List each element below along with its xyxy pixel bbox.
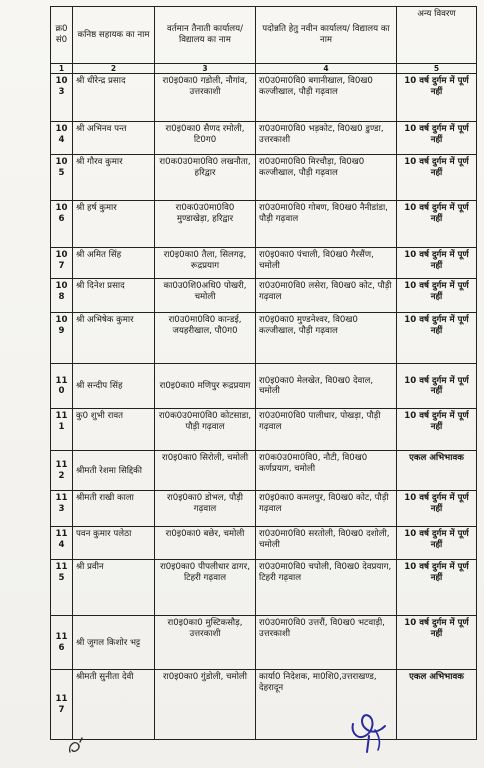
current-posting-cell: रा0उ0मा0वि0 कान्डई, जयहरीखाल, पौ0ग0 xyxy=(155,313,256,364)
table-row xyxy=(51,74,477,122)
remark-cell: 10 वर्ष दुर्गम में पूर्ण नहीं xyxy=(397,74,477,122)
name-cell: श्रीमती राखी काला xyxy=(73,491,155,527)
serial-cell: 107 xyxy=(51,248,73,279)
serial-cell: 104 xyxy=(51,122,73,155)
table-row xyxy=(51,409,477,451)
current-posting-cell: रा0इ0का0 मणिपुर रूद्रप्रयाग xyxy=(155,364,256,409)
current-posting-cell: रा0इ0का0 गुंडोली, चमोली xyxy=(155,670,256,740)
table-row xyxy=(51,248,477,279)
serial-cell: 117 xyxy=(51,670,73,740)
header-serial: क्र0 सं0 xyxy=(51,7,73,64)
name-cell: श्री प्रवीन xyxy=(73,560,155,616)
name-cell: श्री गौरव कुमार xyxy=(73,155,155,201)
table-header xyxy=(51,7,477,74)
new-posting-cell: रा0उ0मा0वि0 पालीधार, पोखड़ा, पौड़ी गढ़वाल xyxy=(256,409,397,451)
remark-cell: 10 वर्ष दुर्गम में पूर्ण नहीं xyxy=(397,248,477,279)
new-posting-cell: रा0उ0मा0वि0 लसेरा, वि0ख0 कोट, पौड़ी गढ़वाल xyxy=(256,279,397,313)
table-row xyxy=(51,122,477,155)
current-posting-cell: रा0क0उ0मा0वि0 कोटसाडा, पौड़ी गढ़वाल xyxy=(155,409,256,451)
name-cell: श्री हर्ष कुमार xyxy=(73,201,155,248)
table-row xyxy=(51,364,477,409)
remark-cell: 10 वर्ष दुर्गम में पूर्ण नहीं xyxy=(397,527,477,560)
table-row xyxy=(51,560,477,616)
new-posting-cell: रा0क0उ0मा0वि0, नौटी, वि0ख0 कर्णप्रयाग, चमोली xyxy=(256,451,397,491)
header-current-posting: वर्तमान तैनाती कार्यालय/ विद्यालय का नाम xyxy=(155,7,256,64)
name-cell: श्रीमती सुनीता देवी xyxy=(73,670,155,740)
current-posting-cell: रा0इ0का0 बछेर, चमोली xyxy=(155,527,256,560)
column-number: 1 xyxy=(51,64,73,74)
current-posting-cell: रा0इ0का0 गडोली, नौगांव, उत्तरकाशी xyxy=(155,74,256,122)
column-number: 5 xyxy=(397,64,477,74)
new-posting-cell: रा0उ0मा0वि0 बगानीखाल, वि0ख0 कल्जीखाल, पौड़ी गढ़वाल xyxy=(256,74,397,122)
name-cell: श्री जुगल किशोर भट्ट xyxy=(73,616,155,670)
name-cell: श्री धीरेन्द्र प्रसाद xyxy=(73,74,155,122)
header-remarks: अन्य विवरण xyxy=(397,7,477,64)
serial-cell: 110 xyxy=(51,364,73,409)
remark-cell: 10 वर्ष दुर्गम में पूर्ण नहीं xyxy=(397,560,477,616)
current-posting-cell: का0उ0शि0अधि0 पोखरी, चमोली xyxy=(155,279,256,313)
column-number: 4 xyxy=(256,64,397,74)
table-row xyxy=(51,155,477,201)
new-posting-cell: कार्या0 निदेशक, मा0शि0,उत्तराखण्ड, देहरादून xyxy=(256,670,397,740)
remark-cell: 10 वर्ष दुर्गम में पूर्ण नहीं xyxy=(397,616,477,670)
serial-cell: 115 xyxy=(51,560,73,616)
current-posting-cell: रा0इ0का0 पीपलीधार ढागर, टिहरी गढ़वाल xyxy=(155,560,256,616)
name-cell: श्री अमित सिंह xyxy=(73,248,155,279)
remark-cell: 10 वर्ष दुर्गम में पूर्ण नहीं xyxy=(397,122,477,155)
new-posting-cell: रा0इ0का0 मेलखेत, वि0ख0 देवाल, चमोली xyxy=(256,364,397,409)
new-posting-cell: रा0उ0मा0वि0 चपोली, वि0ख0 देवप्रयाग, टिहरी गढ़वाल xyxy=(256,560,397,616)
new-posting-cell: रा0उ0मा0वि0 सरतोली, वि0ख0 दशोली, चमोली xyxy=(256,527,397,560)
serial-cell: 109 xyxy=(51,313,73,364)
name-cell: श्री अभिनव पन्त xyxy=(73,122,155,155)
remark-cell: 10 वर्ष दुर्गम में पूर्ण नहीं xyxy=(397,279,477,313)
current-posting-cell: रा0इ0का0 मुस्टिकसौड़, उत्तरकाशी xyxy=(155,616,256,670)
remark-cell: एकल अभिभावक xyxy=(397,670,477,740)
table-body xyxy=(51,74,477,740)
current-posting-cell: रा0इ0का0 डोभल, पौड़ी गढ़वाल xyxy=(155,491,256,527)
table-row xyxy=(51,491,477,527)
table-row xyxy=(51,527,477,560)
current-posting-cell: रा0क0उ0मा0वि0 लखनौता, हरिद्वार xyxy=(155,155,256,201)
remark-cell: 10 वर्ष दुर्गम में पूर्ण नहीं xyxy=(397,364,477,409)
remark-cell: 10 वर्ष दुर्गम में पूर्ण नहीं xyxy=(397,155,477,201)
new-posting-cell: रा0उ0मा0वि0 गोबण, वि0ख0 नैनीडांडा, पौड़ी गढ़वाल xyxy=(256,201,397,248)
current-posting-cell: रा0इ0का0 सिरोली, चमोली xyxy=(155,451,256,491)
new-posting-cell: रा0इ0का0 पंचाली, वि0ख0 गैरसैंण, चमोली xyxy=(256,248,397,279)
table-row xyxy=(51,279,477,313)
serial-cell: 112 xyxy=(51,451,73,491)
promotion-table xyxy=(50,6,477,740)
serial-cell: 103 xyxy=(51,74,73,122)
name-cell: कु0 शुभी रावत xyxy=(73,409,155,451)
column-number: 3 xyxy=(155,64,256,74)
current-posting-cell: रा0इ0का0 तैला, सिलगढ़, रूद्रप्रयाग xyxy=(155,248,256,279)
serial-cell: 108 xyxy=(51,279,73,313)
header-name: कनिष्ठ सहायक का नाम xyxy=(73,7,155,64)
name-cell: श्री सन्दीप सिंह xyxy=(73,364,155,409)
name-cell: श्रीमती रेशमा सिद्दिकी xyxy=(73,451,155,491)
name-cell: श्री अभिषेक कुमार xyxy=(73,313,155,364)
new-posting-cell: रा0इ0का0 कमलपुर, वि0ख0 कोट, पौड़ी गढ़वाल xyxy=(256,491,397,527)
remark-cell: 10 वर्ष दुर्गम में पूर्ण नहीं xyxy=(397,409,477,451)
current-posting-cell: रा0इ0का0 सैणद रमोली, टि0ग0 xyxy=(155,122,256,155)
serial-cell: 106 xyxy=(51,201,73,248)
serial-cell: 105 xyxy=(51,155,73,201)
table-row xyxy=(51,670,477,740)
handwritten-signature-mark xyxy=(345,710,395,756)
column-number: 2 xyxy=(73,64,155,74)
serial-cell: 113 xyxy=(51,491,73,527)
serial-cell: 116 xyxy=(51,616,73,670)
serial-cell: 114 xyxy=(51,527,73,560)
header-new-posting: पदोन्नति हेतु नवीन कार्यालय/ विद्यालय का नाम xyxy=(256,7,397,64)
name-cell: पवन कुमार पलेठा xyxy=(73,527,155,560)
serial-cell: 111 xyxy=(51,409,73,451)
table-row xyxy=(51,451,477,491)
new-posting-cell: रा0उ0मा0वि0 उत्तरौं, वि0ख0 भटवाड़ी, उत्तरकाशी xyxy=(256,616,397,670)
current-posting-cell: रा0क0उ0मा0वि0 मुण्डाखेड़ा, हरिद्वार xyxy=(155,201,256,248)
table-row xyxy=(51,201,477,248)
table-row xyxy=(51,616,477,670)
new-posting-cell: रा0उ0मा0वि0 मिरचौड़ा, वि0ख0 कल्जीखाल, पौड़ी गढ़वाल xyxy=(256,155,397,201)
remark-cell: 10 वर्ष दुर्गम में पूर्ण नहीं xyxy=(397,313,477,364)
name-cell: श्री दिनेश प्रसाद xyxy=(73,279,155,313)
remark-cell: एकल अभिभावक xyxy=(397,451,477,491)
remark-cell: 10 वर्ष दुर्गम में पूर्ण नहीं xyxy=(397,491,477,527)
new-posting-cell: रा0उ0मा0वि0 भड़कोट, वि0ख0 डुण्डा, उत्तरकाशी xyxy=(256,122,397,155)
new-posting-cell: रा0इ0का0 मुण्डनेश्वर, वि0ख0 कल्जीखाल, पौड़ी गढ़वाल xyxy=(256,313,397,364)
table-row xyxy=(51,313,477,364)
handwritten-initial-mark xyxy=(64,734,88,758)
remark-cell: 10 वर्ष दुर्गम में पूर्ण नहीं xyxy=(397,201,477,248)
